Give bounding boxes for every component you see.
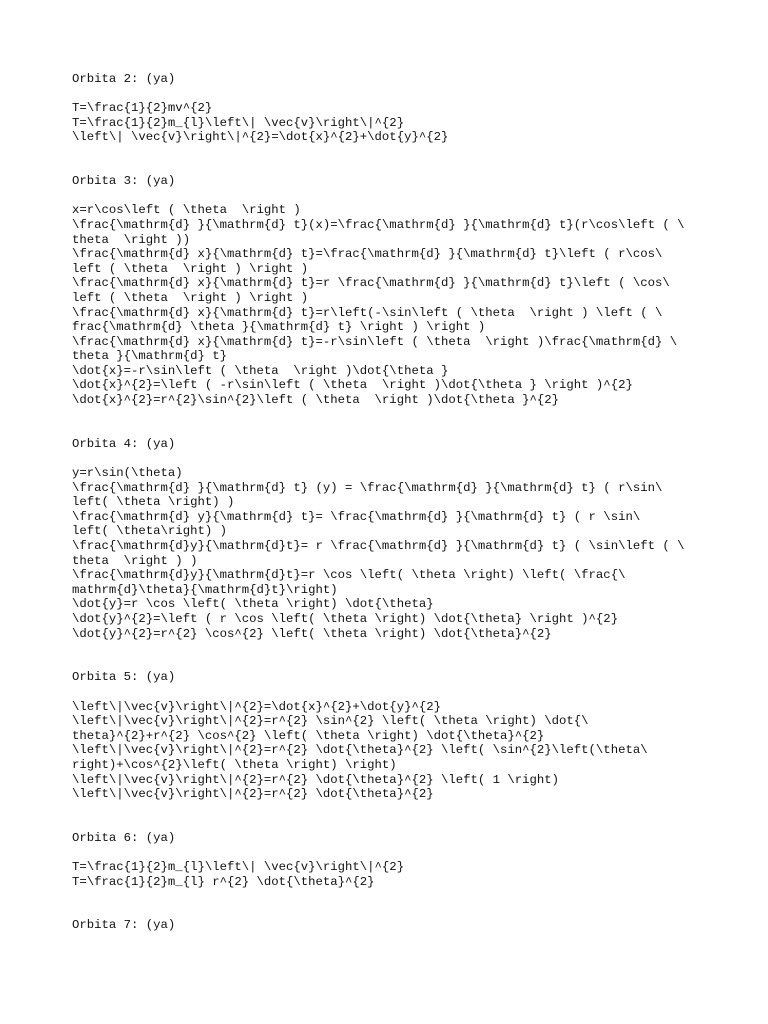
equation-line: T=\frac{1}{2}m_{l} r^{2} \dot{\theta}^{2}: [72, 874, 375, 889]
equation-line: \dot{y}^{2}=r^{2} \cos^{2} \left( \theta \right) \dot{\theta}^{2}: [72, 626, 552, 641]
equation-line: \dot{x}^{2}=\left ( -r\sin\left ( \theta \right )\dot{\theta } \right )^{2}: [72, 378, 633, 393]
equation-block: [72, 101, 712, 145]
equation-line: \frac{\mathrm{d} x}{\mathrm{d} t}=-r\sin\left ( \theta \right )\frac{\mathrm{d} \: [72, 334, 678, 349]
equation-line: y=r\sin(\theta): [72, 466, 183, 481]
equation-line: \left\|\vec{v}\right\|^{2}=\dot{x}^{2}+\dot{y}^{2}: [72, 699, 441, 714]
equation-line: mathrm{d}\theta}{\mathrm{d}t}\right): [72, 582, 338, 597]
equation-line: x=r\cos\left ( \theta \right ): [72, 203, 301, 218]
equation-line: right)+\cos^{2}\left( \theta \right) \right): [72, 757, 397, 772]
document-page: [72, 72, 712, 933]
equation-line: \left\|\vec{v}\right\|^{2}=r^{2} \sin^{2} \left( \theta \right) \dot{\: [72, 714, 589, 729]
equation-line: \dot{y}^{2}=\left ( r \cos \left( \theta \right) \dot{\theta} \right )^{2}: [72, 611, 619, 626]
equation-line: \frac{\mathrm{d}y}{\mathrm{d}t}= r \frac{\mathrm{d} }{\mathrm{d} t} ( \sin\left ( \: [72, 539, 685, 553]
equation-line: left( \theta \right) ): [72, 495, 235, 510]
equation-line: \frac{\mathrm{d}y}{\mathrm{d}t}=r \cos \left( \theta \right) \left( \frac{\: [72, 568, 626, 583]
equation-line: theta \right )): [72, 232, 191, 247]
equation-line: \dot{x}=-r\sin\left ( \theta \right )\dot{\theta }: [72, 363, 449, 378]
section-orbita-2: [72, 72, 712, 145]
equation-line: \frac{\mathrm{d} }{\mathrm{d} t} (y) = \frac{\mathrm{d} }{\mathrm{d} t} ( r\sin\: [72, 480, 663, 495]
section-orbita-7: [72, 918, 712, 933]
equation-line: \left\|\vec{v}\right\|^{2}=r^{2} \dot{\theta}^{2} \left( \sin^{2}\left(\theta\: [72, 743, 648, 758]
equation-line: theta }{\mathrm{d} t}: [72, 349, 227, 364]
equation-line: \frac{\mathrm{d} y}{\mathrm{d} t}= \frac{\mathrm{d} }{\mathrm{d} t} ( r \sin\: [72, 509, 641, 524]
equation-line: theta \right ) ): [72, 553, 198, 568]
equation-line: T=\frac{1}{2}mv^{2}: [72, 101, 213, 116]
equation-line: frac{\mathrm{d} \theta }{\mathrm{d} t} \right ) \right ): [72, 320, 486, 335]
equation-line: \dot{y}=r \cos \left( \theta \right) \dot{\theta}: [72, 597, 434, 612]
equation-line: \frac{\mathrm{d} x}{\mathrm{d} t}=\frac{\mathrm{d} }{\mathrm{d} t}\left ( r\cos\: [72, 247, 663, 262]
equation-line: \frac{\mathrm{d} x}{\mathrm{d} t}=r\left(-\sin\left ( \theta \right ) \left ( \: [72, 305, 663, 320]
section-heading: Orbita 3: (ya): [72, 174, 176, 189]
equation-line: left( \theta\right) ): [72, 524, 227, 539]
section-orbita-5: [72, 670, 712, 801]
equation-line: T=\frac{1}{2}m_{l}\left\| \vec{v}\right\|^{2}: [72, 860, 405, 875]
section-heading: Orbita 4: (ya): [72, 436, 176, 451]
equation-line: theta}^{2}+r^{2} \cos^{2} \left( \theta \right) \dot{\theta}^{2}: [72, 728, 545, 743]
equation-line: \left\| \vec{v}\right\|^{2}=\dot{x}^{2}+\dot{y}^{2}: [72, 130, 449, 145]
section-heading: Orbita 7: (ya): [72, 918, 176, 933]
equation-block: [72, 860, 712, 889]
equation-line: \frac{\mathrm{d} }{\mathrm{d} t}(x)=\frac{\mathrm{d} }{\mathrm{d} t}(r\cos\left ( \: [72, 217, 685, 232]
section-heading: Orbita 5: (ya): [72, 670, 176, 685]
equation-block: [72, 203, 712, 407]
section-orbita-3: [72, 174, 712, 408]
equation-block: [72, 700, 712, 802]
equation-block: [72, 466, 712, 641]
equation-line: \dot{x}^{2}=r^{2}\sin^{2}\left ( \theta \right )\dot{\theta }^{2}: [72, 393, 560, 408]
section-heading: Orbita 2: (ya): [72, 72, 176, 86]
equation-line: \left\|\vec{v}\right\|^{2}=r^{2} \dot{\theta}^{2} \left( 1 \right): [72, 772, 560, 787]
equation-line: left ( \theta \right ) \right ): [72, 290, 309, 305]
equation-line: \left\|\vec{v}\right\|^{2}=r^{2} \dot{\theta}^{2}: [72, 787, 434, 802]
equation-line: T=\frac{1}{2}m_{l}\left\| \vec{v}\right\|^{2}: [72, 115, 405, 130]
section-orbita-6: [72, 831, 712, 889]
equation-line: left ( \theta \right ) \right ): [72, 261, 309, 276]
section-heading: Orbita 6: (ya): [72, 830, 176, 845]
equation-line: \frac{\mathrm{d} x}{\mathrm{d} t}=r \frac{\mathrm{d} }{\mathrm{d} t}\left ( \cos\: [72, 276, 670, 291]
section-orbita-4: [72, 437, 712, 641]
